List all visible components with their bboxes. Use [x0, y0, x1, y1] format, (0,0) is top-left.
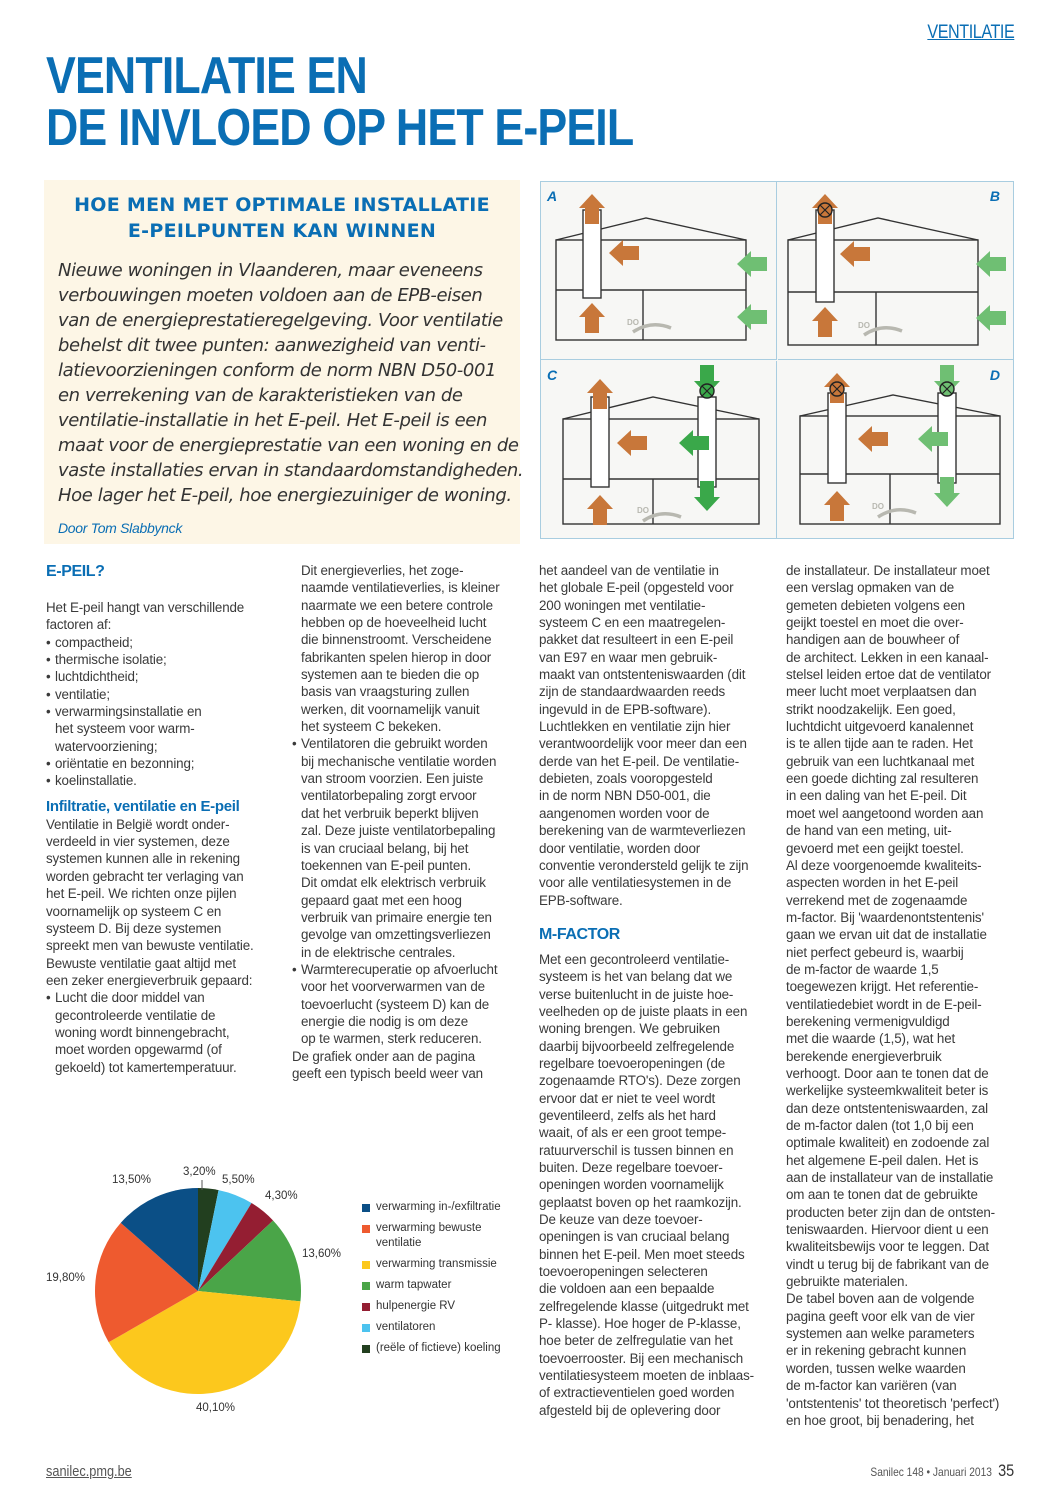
panel-label-b: B — [989, 188, 1000, 204]
body-line: 200 woningen met ventilatie- — [539, 597, 706, 613]
body-line: toevoerrooster. Bij een mechanisch — [539, 1350, 744, 1366]
pie-label: 3,20% — [183, 1166, 216, 1178]
legend-item — [362, 1200, 542, 1215]
house-system-a-icon — [541, 182, 777, 360]
body-line: openingen worden voornamelijk — [539, 1177, 724, 1193]
body-line: het E-peil. We richten onze pijlen — [46, 886, 237, 902]
intro-heading-line-2: E-PEILPUNTEN KAN WINNEN — [127, 220, 437, 242]
body-line: P- klasse). Hoe hoger de P-klasse, — [539, 1316, 741, 1332]
body-line: daarbij bijvoorbeeld zelfregelende — [539, 1038, 735, 1054]
legend-label: warm tapwater — [376, 1279, 452, 1291]
body-line: Luchtlekken en ventilatie zijn hier — [539, 719, 731, 735]
body-line: pakket dat resulteert in een E-peil — [539, 632, 734, 648]
body-line: gekoeld) tot kamertemperatuur. — [55, 1059, 237, 1075]
legend-item — [362, 1299, 542, 1314]
body-line: hebben op de hoeveelheid lucht — [301, 615, 487, 631]
body-line: Al deze voorgenoemde kwaliteits- — [786, 857, 982, 873]
body-line: de m-factor de waarde 1,5 — [786, 961, 939, 977]
legend-item — [362, 1341, 542, 1356]
body-line: handigen aan de bouwheer of — [786, 632, 960, 648]
svg-text:DO: DO — [872, 502, 884, 511]
body-line: meer lucht moet verplaatsen dan — [786, 684, 977, 700]
body-line: Bewuste ventilatie gaat altijd met — [46, 955, 236, 971]
body-line: dat het verbruik beperkt blijven — [301, 805, 479, 821]
pie-label: 19,80% — [46, 1272, 86, 1284]
factor-list-item: • compactheid; — [46, 634, 278, 651]
legend-swatch — [362, 1282, 370, 1290]
body-line: ratuurverschil is tussen binnen en — [539, 1142, 734, 1158]
body-line: van E97 en waar men gebruik- — [539, 649, 718, 665]
body-line: luchtdicht uitgevoerd kanalennet — [786, 719, 974, 735]
website-link[interactable]: sanilec.pmg.be — [46, 1463, 132, 1480]
section-tag-link[interactable]: VENTILATIE — [927, 22, 1014, 43]
body-line: geventileerd, zelfs als het hard — [539, 1107, 716, 1123]
body-line: waait, of als er een groot tempe- — [539, 1125, 727, 1141]
page-title — [46, 47, 648, 157]
body-line: Dit omdat elk elektrisch verbruik — [301, 875, 486, 891]
body-line: geeft een typisch beeld weer van — [292, 1065, 483, 1081]
body-line: systeem is het van belang dat we — [539, 969, 733, 985]
body-line: systeem C en een maatregelen- — [539, 615, 726, 631]
body-line: gepaard gaat met een hoog — [301, 892, 462, 908]
article-column-1 — [46, 562, 278, 1076]
chart-legend — [362, 1200, 542, 1362]
body-line: fabrikanten spelen hierop in door — [301, 649, 492, 665]
body-line: gebruikte materialen. — [786, 1274, 908, 1290]
body-line: door ventilatie, worden door — [539, 840, 701, 856]
body-line: verbruik van primaire energie ten — [301, 909, 492, 925]
body-line: 'ontstentenis' tot theoretisch 'perfect') — [786, 1395, 1000, 1411]
body-line: teniswaarden. Hiervoor dient u een — [786, 1222, 989, 1238]
section-heading-mfactor: M-FACTOR — [539, 925, 620, 943]
legend-swatch — [362, 1303, 370, 1311]
body-line: berekening vermenigvuldigd — [786, 1013, 950, 1029]
body-line: gevoerd met een geijkt toestel. — [786, 840, 964, 856]
article-column-3 — [539, 562, 771, 1419]
body-line: conventie verondersteld gelijk te zijn — [539, 857, 749, 873]
body-line: veelheden op de juiste plaats in een — [539, 1003, 748, 1019]
body-line: optimale kwaliteit) en zodoende zal — [786, 1135, 990, 1151]
intro-heading — [44, 192, 520, 244]
body-line: of extractieventielen goed worden — [539, 1385, 735, 1401]
body-line: berekende energieverbruik — [786, 1048, 942, 1064]
body-line: De keuze van deze toevoer- — [539, 1212, 703, 1228]
legend-swatch — [362, 1324, 370, 1332]
panel-label-a: A — [547, 188, 558, 204]
intro-lead-text — [58, 258, 528, 508]
body-line: toekennen van E-peil punten. — [301, 857, 472, 873]
svg-text:DO: DO — [627, 318, 639, 327]
body-line: regelbare toevoeropeningen (de — [539, 1055, 726, 1071]
house-system-c-icon — [541, 361, 777, 539]
ventilation-systems-diagram — [540, 181, 1014, 539]
body-line: werken, dit voornamelijk vanuit — [301, 701, 480, 717]
pie-label: 13,50% — [112, 1174, 152, 1186]
body-line: systemen kunnen alle in rekening — [46, 851, 240, 867]
legend-swatch — [362, 1345, 370, 1353]
factor-list-item: • luchtdichtheid; — [46, 668, 278, 685]
body-line: de architect. Lekken in een kanaal- — [786, 649, 989, 665]
panel-label-c: C — [547, 367, 558, 383]
body-line: hoe beter de zelfregulatie van het — [539, 1333, 733, 1349]
body-line: woning brengen. We gebruiken — [539, 1021, 720, 1037]
body-line: afgesteld bij de oplevering door — [539, 1402, 721, 1418]
body-line: De tabel boven aan de volgende — [786, 1291, 975, 1307]
body-line: er in rekening gebracht kunnen — [786, 1343, 967, 1359]
body-line: voornamelijk op systeem C en — [46, 903, 222, 919]
body-line: toevoeropeningen selecteren — [539, 1264, 708, 1280]
page-number: 35 — [997, 1461, 1014, 1480]
body-line: om aan te tonen dat de gebruikte — [786, 1187, 978, 1203]
body-line: naarmate we een betere controle — [301, 597, 493, 613]
factor-list-item: • koelinstallatie. — [46, 772, 278, 789]
body-line: niet perfect gebeurd is, waarbij — [786, 944, 964, 960]
intro-line: Hoe lager het E-peil, hoe energiezuiniger de woning. — [58, 485, 512, 506]
body-line: het algemene E-peil dalen. Het is — [786, 1152, 979, 1168]
body-line: voor alle ventilatiesystemen in de — [539, 875, 732, 891]
diagram-panel-a — [541, 182, 777, 360]
legend-label: verwarming in-/exfiltratie — [376, 1201, 501, 1213]
body-line: gevolge van omzettingsverliezen — [301, 927, 491, 943]
body-line: is van cruciaal belang, bij het — [301, 840, 469, 856]
body-line: het globale E-peil (opgesteld voor — [539, 580, 734, 596]
diagram-panel-b — [778, 182, 1014, 360]
issue-info — [870, 1461, 1014, 1481]
author-byline: Door Tom Slabbynck — [58, 520, 183, 536]
energy-bullet: • Ventilatoren die gebruikt worden — [292, 735, 524, 752]
intro-heading-line-1: HOE MEN MET OPTIMALE INSTALLATIE — [74, 194, 490, 216]
body-line: worden gebracht ter verlaging van — [46, 868, 244, 884]
body-line: van stroom voorzien. Een juiste — [301, 771, 484, 787]
house-system-d-icon — [778, 361, 1014, 539]
body-line: en hoe groot, bij benadering, het — [786, 1412, 974, 1428]
body-line: pagina geeft voor elk van de vier — [786, 1308, 975, 1324]
body-line: de hand van een meting, uit- — [786, 823, 952, 839]
legend-item — [362, 1320, 542, 1335]
body-line: gebruik van een luchtkanaal met — [786, 753, 975, 769]
factor-list-item: • thermische isolatie; — [46, 651, 278, 668]
body-line: het systeem C bekeken. — [301, 719, 442, 735]
body-line: naamde ventilatieverlies, is kleiner — [301, 580, 500, 596]
body-line: die binnenstroomt. Verscheidene — [301, 632, 492, 648]
legend-label: verwarming bewuste ventilatie — [376, 1222, 482, 1249]
diagram-panel-d — [778, 361, 1014, 539]
pie-label: 4,30% — [265, 1190, 298, 1202]
body-line: voor het voorverwarmen van de — [301, 979, 485, 995]
body-line: gaan we ervan uit dat de installatie — [786, 927, 987, 943]
body-line: verdeeld in vier systemen, deze — [46, 834, 230, 850]
issue-label: Sanilec 148 • Januari 2013 — [870, 1465, 992, 1479]
intro-line: Nieuwe woningen in Vlaanderen, maar eveneens — [58, 260, 483, 281]
article-column-4 — [786, 562, 1018, 1429]
body-line: maakt van ontstenteniswaarden (dit — [539, 667, 746, 683]
body-line: energie die nodig is om deze — [301, 1013, 469, 1029]
body-line: systemen aan welke parameters — [786, 1326, 975, 1342]
body-line: Met een gecontroleerd ventilatie- — [539, 951, 730, 967]
body-line: systeem D. Bij deze systemen — [46, 920, 222, 936]
body-line: gemeten debieten volgens een — [786, 597, 965, 613]
body-line: aan de installateur van de installatie — [786, 1170, 994, 1186]
intro-line: vaste installaties ervan in standaardomstandigheden. — [58, 460, 524, 481]
body-line: die voldoen aan een bepaalde — [539, 1281, 715, 1297]
body-line: in de norm NBN D50-001, die — [539, 788, 711, 804]
body-line: spreekt men van bewuste ventilatie. — [46, 938, 254, 954]
body-line: Het E-peil hangt van verschillende — [46, 600, 245, 615]
body-line: is te allen tijde aan te raden. Het — [786, 736, 973, 752]
body-line: Ventilatie in België wordt onder- — [46, 816, 230, 832]
svg-text:DO: DO — [637, 506, 649, 515]
body-line: aspecten worden in het E-peil — [786, 875, 959, 891]
body-line: ventilatiesysteem moeten de inblaas- — [539, 1368, 754, 1384]
body-line: het aandeel van de ventilatie in — [539, 563, 719, 578]
legend-swatch — [362, 1204, 370, 1212]
body-line: factoren af: — [46, 617, 112, 633]
intro-box — [44, 180, 524, 544]
svg-text:DO: DO — [858, 321, 870, 330]
intro-line: en verrekening van de karakteristieken van de — [58, 385, 463, 406]
body-line: derde van het E-peil. De ventilatie- — [539, 753, 740, 769]
factor-list-item: • verwarmingsinstallatie en — [46, 703, 278, 720]
body-line: debieten, zoals vooropgesteld — [539, 771, 713, 787]
body-line: ventilatiedebiet wordt in de E-peil- — [786, 996, 982, 1012]
body-line: geplaatst boven op het raamkozijn. — [539, 1194, 742, 1210]
pie-label: 13,60% — [302, 1248, 342, 1260]
section-heading-epeil: E-PEIL? — [46, 563, 105, 580]
legend-label: ventilatoren — [376, 1321, 436, 1333]
body-line: zelfregelende klasse (uitgedrukt met — [539, 1298, 749, 1314]
intro-line: verbouwingen moeten voldoen aan de EPB-eisen — [58, 285, 483, 306]
legend-swatch — [362, 1225, 370, 1233]
body-line: verse buitenlucht in de juiste hoe- — [539, 986, 734, 1002]
body-line: woning wordt binnengebracht, — [55, 1024, 230, 1040]
body-line: ervoor dat er niet te veel wordt — [539, 1090, 716, 1106]
body-line: EPB-software. — [539, 892, 623, 908]
body-line: aangenomen worden voor de — [539, 805, 710, 821]
body-line: kwaliteitsbewijs voor te leggen. Dat — [786, 1239, 989, 1255]
subheading-infiltratie: Infiltratie, ventilatie en E-peil — [46, 797, 240, 815]
body-line: vindt u terug bij de fabrikant van de — [786, 1256, 989, 1272]
body-line: ventilatorbepaling zorgt ervoor — [301, 788, 477, 804]
intro-line: maat voor de energieprestatie van een woning en de — [58, 435, 519, 456]
body-line: buiten. Deze regelbare toevoer- — [539, 1160, 723, 1175]
factor-list-item: • oriëntatie en bezonning; — [46, 755, 278, 772]
body-line: stelsel leiden ertoe dat de ventilator — [786, 667, 991, 683]
body-line: een verslag opmaken van de — [786, 580, 955, 596]
body-line: m-factor. Bij 'waardenontstentenis' — [786, 909, 984, 925]
factor-list-item: • ventilatie; — [46, 686, 278, 703]
body-line: in de elektrische centrales. — [301, 944, 456, 960]
body-line: dan deze ontstenteniswaarden, zal — [786, 1100, 989, 1116]
panel-label-d: D — [989, 367, 1000, 383]
pie-label: 5,50% — [222, 1174, 255, 1186]
body-line: de installateur. De installateur moet — [786, 563, 990, 578]
body-line: werkelijke systeemkwaliteit beter is — [786, 1083, 989, 1099]
body-line: geijkt toestel en moet die over- — [786, 615, 964, 631]
house-system-b-icon — [778, 182, 1014, 360]
body-line: zal. Deze juiste ventilatorbepaling — [301, 823, 496, 839]
factor-list-item-cont: watervoorziening; — [55, 738, 158, 754]
body-line: de m-factor kan variëren (van — [786, 1378, 957, 1394]
body-line: gecontroleerde ventilatie de — [55, 1007, 216, 1023]
legend-item — [362, 1257, 542, 1272]
body-line: systemen aan te bieden die op — [301, 667, 480, 683]
body-line: moet worden opgewarmd (of — [55, 1042, 222, 1058]
intro-line: ventilatie-installatie in het E-peil. Het E-peil is een — [58, 410, 487, 431]
body-line: toevoerlucht (systeem D) kan de — [301, 996, 490, 1012]
body-line: verrekend met de zogenaamde — [786, 892, 968, 908]
body-line: binnen het E-peil. Men moet steeds — [539, 1246, 745, 1262]
title-line-1: VENTILATIE EN — [46, 47, 367, 105]
body-line: basis van vraagsturing zullen — [301, 684, 470, 700]
body-line: worden, tussen welke waarden — [786, 1360, 966, 1376]
energy-bullet: • Warmterecuperatie op afvoerlucht — [292, 961, 524, 978]
body-line: openingen is van cruciaal belang — [539, 1229, 730, 1245]
body-line: verantwoordelijk voor meer dan een — [539, 736, 747, 752]
body-line: zogenaamde RTO's). Deze zorgen — [539, 1073, 741, 1089]
body-line: berekening van de warmteverliezen — [539, 823, 746, 839]
legend-label: (reële of fictieve) koeling — [376, 1342, 501, 1354]
factor-list-item-cont: het systeem voor warm- — [55, 721, 195, 737]
body-line: strikt noodzakelijk. Een goed, — [786, 701, 956, 717]
body-line: in een daling van het E-peil. Dit — [786, 788, 967, 804]
legend-swatch — [362, 1261, 370, 1269]
diagram-panel-c — [541, 361, 777, 539]
body-line: moet wel aangetoond worden aan — [786, 805, 984, 821]
legend-label: hulpenergie RV — [376, 1300, 456, 1312]
legend-item — [362, 1221, 542, 1251]
legend-item — [362, 1278, 542, 1293]
body-line: een zeker energieverbruik gepaard: — [46, 972, 253, 988]
intro-line: van de energieprestatieregelgeving. Voor ventilatie — [58, 310, 503, 331]
body-line: producten beter zijn dan de ontsten- — [786, 1204, 995, 1220]
body-line: een goede dichting zal resulteren — [786, 771, 979, 787]
legend-label: verwarming transmissie — [376, 1258, 497, 1270]
intro-line: behelst dit twee punten: aanwezigheid van venti- — [58, 335, 486, 356]
energy-bullet: • Lucht die door middel van — [46, 989, 278, 1006]
body-line: Dit energieverlies, het zoge- — [301, 563, 464, 578]
body-line: met die waarde (1,5), wat het — [786, 1031, 956, 1047]
body-line: de m-factor dalen (tot 1,0 bij een — [786, 1118, 974, 1133]
body-line: op te warmen, sterk reduceren. — [301, 1031, 482, 1047]
body-line: De grafiek onder aan de pagina — [292, 1048, 476, 1064]
body-line: verhoogt. Door aan te tonen dat de — [786, 1065, 989, 1081]
article-column-2 — [292, 562, 524, 1082]
pie-label: 40,10% — [196, 1402, 236, 1414]
body-line: bij mechanische ventilatie worden — [301, 753, 497, 769]
body-line: ingevuld in de EPB-software). — [539, 701, 712, 717]
title-line-2: DE INVLOED OP HET E-PEIL — [46, 99, 634, 157]
body-line: toegewezen krijgt. Het referentie- — [786, 979, 979, 995]
body-line: zijn de standaardwaarden reeds — [539, 684, 726, 700]
intro-line: latievoorzieningen conform de norm NBN D50-001 — [58, 360, 497, 381]
